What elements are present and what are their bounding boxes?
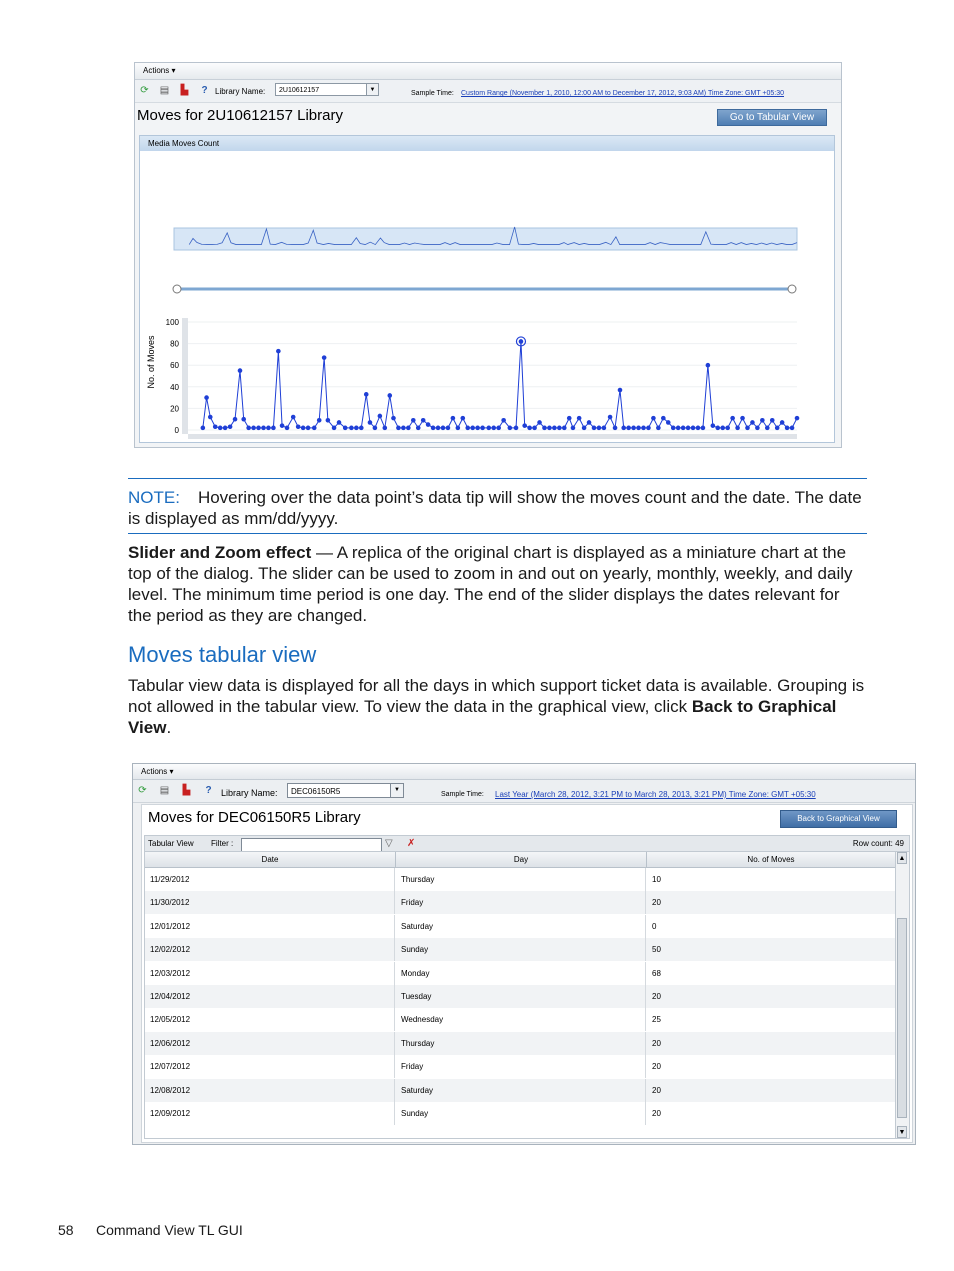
table-row[interactable] xyxy=(145,962,895,985)
cell-moves: 68 xyxy=(652,968,661,978)
cell-date: 11/30/2012 xyxy=(145,891,395,914)
data-point xyxy=(696,426,701,431)
data-point xyxy=(750,420,755,425)
tabular-view-bar xyxy=(144,835,910,852)
data-point xyxy=(602,426,607,431)
data-point xyxy=(322,355,327,360)
cell-date: 12/04/2012 xyxy=(145,985,395,1008)
cell-moves: 20 xyxy=(652,1085,661,1095)
cell-moves: 20 xyxy=(652,898,661,908)
table-header xyxy=(145,852,895,868)
library-name-label: Library Name: xyxy=(215,87,266,96)
data-point xyxy=(359,426,364,431)
data-point xyxy=(740,416,745,421)
cell-day: Tuesday xyxy=(396,985,646,1008)
data-point xyxy=(537,420,542,425)
tabular-view-screenshot xyxy=(132,763,916,1145)
data-point xyxy=(557,426,562,431)
data-point xyxy=(480,426,485,431)
data-point xyxy=(676,426,681,431)
data-point xyxy=(317,418,322,423)
data-point xyxy=(271,426,276,431)
data-point xyxy=(280,423,285,428)
cell-day: Thursday xyxy=(396,868,646,891)
panel-header xyxy=(140,136,834,151)
data-point xyxy=(213,424,218,429)
library-name-value: 2U10612157 xyxy=(279,87,320,94)
slider-term: Slider and Zoom effect xyxy=(128,543,312,562)
data-point xyxy=(656,426,661,431)
data-point xyxy=(246,426,251,431)
data-point xyxy=(522,423,527,428)
data-point xyxy=(532,426,537,431)
data-point xyxy=(587,420,592,425)
sample-time-label: Sample Time: xyxy=(411,90,454,97)
table-row[interactable] xyxy=(145,891,895,914)
data-point xyxy=(326,418,331,423)
table-row[interactable] xyxy=(145,915,895,938)
cell-day: Sunday xyxy=(396,1102,646,1125)
row-count: Row count: 49 xyxy=(852,839,904,848)
footer-title: Command View TL GUI xyxy=(96,1222,243,1238)
series-line xyxy=(203,341,797,427)
data-point xyxy=(261,426,266,431)
data-point xyxy=(475,426,480,431)
sample-time-link[interactable]: Custom Range (November 1, 2010, 12:00 AM to December 17, 2012, 9:03 AM) Time Zone: GMT +05:30 xyxy=(461,90,785,97)
data-point xyxy=(547,426,552,431)
cell-moves: 20 xyxy=(652,992,661,1001)
data-point xyxy=(608,415,613,420)
data-point xyxy=(671,426,676,431)
data-point xyxy=(251,426,256,431)
cell-moves: 10 xyxy=(652,875,661,884)
data-point xyxy=(349,426,354,431)
data-point xyxy=(291,415,296,420)
zoom-slider-left-handle xyxy=(173,285,181,293)
data-point xyxy=(204,395,209,400)
table-row[interactable] xyxy=(145,985,895,1008)
cell-day: Wednesday xyxy=(396,1008,646,1031)
data-point xyxy=(416,426,421,431)
section-heading: Moves tabular view xyxy=(128,642,317,667)
y-tick-label: 100 xyxy=(165,318,179,327)
help-icon[interactable]: ? xyxy=(205,785,212,796)
library-name-select[interactable] xyxy=(275,83,379,96)
data-point xyxy=(451,416,456,421)
column-header-date[interactable]: Date xyxy=(145,852,396,867)
data-point xyxy=(735,426,740,431)
library-name-label: Library Name: xyxy=(221,788,278,798)
data-point xyxy=(626,426,631,431)
table-row[interactable] xyxy=(145,938,895,961)
tabular-text: Tabular view data is displayed for all the days in which support ticket data is available. Grouping is not allowed in the tabular view. To view the data in the graphical view, click xyxy=(128,676,865,716)
data-point xyxy=(592,426,597,431)
note-bottom-rule xyxy=(128,533,867,534)
data-point xyxy=(552,426,557,431)
data-point xyxy=(296,424,301,429)
table-row[interactable] xyxy=(145,1008,895,1031)
cell-day: Friday xyxy=(396,891,646,914)
data-point xyxy=(301,426,306,431)
data-point xyxy=(501,418,506,423)
data-point xyxy=(621,426,626,431)
cell-day: Thursday xyxy=(396,1032,646,1055)
data-point xyxy=(765,426,770,431)
cell-date: 12/03/2012 xyxy=(145,962,395,985)
data-point xyxy=(373,426,378,431)
data-point xyxy=(519,339,524,344)
data-point xyxy=(201,426,206,431)
data-point xyxy=(613,426,618,431)
library-name-value: DEC06150R5 xyxy=(291,787,341,796)
cell-moves: 20 xyxy=(652,1109,661,1118)
table-row[interactable] xyxy=(145,868,895,891)
data-point xyxy=(641,426,646,431)
refresh-icon[interactable]: ⟳ xyxy=(140,85,149,96)
actions-menu[interactable]: Actions ▾ xyxy=(143,66,176,75)
cell-day: Sunday xyxy=(396,938,646,961)
data-point xyxy=(496,426,501,431)
cell-date: 12/05/2012 xyxy=(145,1008,395,1031)
cell-day: Friday xyxy=(396,1055,646,1078)
page-number: 58 xyxy=(58,1222,74,1238)
pdf-icon[interactable]: ▙ xyxy=(182,785,191,796)
cell-moves: 20 xyxy=(652,1062,661,1072)
y-tick-label: 80 xyxy=(170,339,179,349)
page-title: Moves for DEC06150R5 Library xyxy=(148,809,361,826)
table-row[interactable] xyxy=(145,1055,895,1078)
data-point xyxy=(785,426,790,431)
data-point xyxy=(636,426,641,431)
y-axis-band xyxy=(182,318,188,434)
data-point xyxy=(411,418,416,423)
data-point xyxy=(266,426,271,431)
library-name-select[interactable] xyxy=(287,783,404,798)
data-point xyxy=(306,426,311,431)
cell-date: 12/08/2012 xyxy=(145,1079,395,1102)
data-point xyxy=(567,416,572,421)
data-point xyxy=(343,426,348,431)
graphical-view-screenshot xyxy=(134,62,842,448)
data-point xyxy=(233,417,238,422)
refresh-icon[interactable]: ⟳ xyxy=(138,785,147,796)
slider-text: — A replica of the original chart is displayed as a miniature chart at the top of the dialog. The slider can be used to zoom in and out on yearly, monthly, weekly, and daily level. The minimum time period is one day. The end of the slider displays the dates relevant for the period as they are changed. xyxy=(128,543,853,625)
data-point xyxy=(562,426,567,431)
data-point xyxy=(597,426,602,431)
data-point xyxy=(686,426,691,431)
data-point xyxy=(337,420,342,425)
cell-date: 12/09/2012 xyxy=(145,1102,395,1125)
data-point xyxy=(795,416,800,421)
data-point xyxy=(577,416,582,421)
vertical-scrollbar[interactable] xyxy=(895,852,909,1138)
column-header-day[interactable]: Day xyxy=(396,852,647,867)
chevron-down-icon[interactable]: ▼ xyxy=(390,784,403,797)
cell-moves: 25 xyxy=(652,1015,661,1025)
table-row[interactable] xyxy=(145,1102,895,1125)
pdf-icon[interactable]: ▙ xyxy=(180,85,189,96)
clear-filter-icon[interactable]: ✗ xyxy=(407,838,416,849)
data-point xyxy=(276,349,281,354)
data-point xyxy=(725,426,730,431)
data-point xyxy=(790,426,795,431)
table-row[interactable] xyxy=(145,1079,895,1102)
chevron-down-icon[interactable]: ▼ xyxy=(366,84,378,95)
overview-chart-bg xyxy=(174,228,797,250)
cell-day: Saturday xyxy=(396,1079,646,1102)
data-point xyxy=(332,426,337,431)
data-point xyxy=(223,426,228,431)
data-point xyxy=(770,418,775,423)
data-point xyxy=(582,426,587,431)
data-point xyxy=(508,426,513,431)
tabular-panel xyxy=(141,804,913,1143)
data-point xyxy=(426,422,431,427)
data-point xyxy=(256,426,261,431)
data-point xyxy=(666,420,671,425)
x-axis-band xyxy=(188,434,797,439)
toolbar xyxy=(135,80,841,103)
tabular-end: . xyxy=(166,718,172,737)
tabular-view-label: Tabular View xyxy=(148,839,194,848)
data-point xyxy=(715,426,720,431)
toolbar xyxy=(133,780,915,803)
filter-icon[interactable]: ▽ xyxy=(385,838,393,849)
data-point xyxy=(701,426,706,431)
go-to-tabular-view-button[interactable]: Go to Tabular View xyxy=(717,109,827,126)
filter-label: Filter : xyxy=(211,839,234,848)
data-point xyxy=(368,420,373,425)
data-point xyxy=(391,416,396,421)
cell-moves: 50 xyxy=(652,945,661,955)
slider-paragraph xyxy=(128,542,867,626)
data-point xyxy=(691,426,696,431)
actions-menu-bar xyxy=(135,63,841,80)
help-icon[interactable]: ? xyxy=(201,85,208,96)
sample-time-link[interactable]: Last Year (March 28, 2012, 3:21 PM to March 28, 2013, 3:21 PM) Time Zone: GMT +05:30 xyxy=(495,790,816,799)
data-point xyxy=(780,420,785,425)
data-point xyxy=(465,426,470,431)
data-point xyxy=(431,426,436,431)
data-point xyxy=(456,426,461,431)
y-axis-label: No. of Moves xyxy=(146,335,156,389)
back-to-graphical-view-button[interactable]: Back to Graphical View xyxy=(780,810,897,828)
data-point xyxy=(618,388,623,393)
moves-table xyxy=(144,851,910,1139)
scroll-down-icon[interactable]: ▼ xyxy=(897,1126,907,1138)
data-point xyxy=(312,426,317,431)
cell-moves: 20 xyxy=(652,1038,661,1048)
data-point xyxy=(651,416,656,421)
drag-handle-icon[interactable] xyxy=(132,944,136,960)
data-point xyxy=(646,426,651,431)
y-tick-label: 40 xyxy=(170,382,179,392)
media-moves-panel xyxy=(139,135,835,443)
data-point xyxy=(364,392,369,397)
data-point xyxy=(681,426,686,431)
data-point xyxy=(514,426,519,431)
data-point xyxy=(460,416,465,421)
cell-date: 12/02/2012 xyxy=(145,938,395,961)
data-point xyxy=(706,363,711,368)
y-tick-label: 60 xyxy=(170,361,179,371)
tabular-bold: Back to Graphical View xyxy=(128,697,837,737)
data-point xyxy=(631,426,636,431)
data-point xyxy=(208,415,213,420)
cell-date: 12/07/2012 xyxy=(145,1055,395,1078)
tabular-paragraph xyxy=(128,675,867,738)
data-point xyxy=(218,426,223,431)
data-point xyxy=(491,426,496,431)
data-point xyxy=(755,426,760,431)
data-point xyxy=(387,393,392,398)
zoom-slider-right-handle xyxy=(788,285,796,293)
data-point xyxy=(527,426,532,431)
note-text: Hovering over the data point’s data tip will show the moves count and the date. The date is displayed as mm/dd/yyyy. xyxy=(128,488,862,528)
cell-day: Monday xyxy=(396,962,646,985)
note-label: NOTE: xyxy=(128,488,180,507)
print-icon[interactable]: ▤ xyxy=(159,785,170,796)
y-tick-label: 20 xyxy=(170,404,179,414)
cell-day: Saturday xyxy=(396,915,646,938)
data-point xyxy=(446,426,451,431)
data-point xyxy=(354,426,359,431)
cell-moves: 0 xyxy=(652,921,657,931)
y-tick-label: 0 xyxy=(174,426,179,435)
data-point xyxy=(730,416,735,421)
cell-date: 12/06/2012 xyxy=(145,1032,395,1055)
column-header-moves[interactable]: No. of Moves xyxy=(747,855,795,864)
data-point xyxy=(711,423,716,428)
note-paragraph xyxy=(128,487,867,529)
scrollbar-thumb[interactable] xyxy=(897,918,907,1118)
data-point xyxy=(378,414,383,419)
data-point xyxy=(436,426,441,431)
sample-time-label: Sample Time: xyxy=(441,791,484,798)
data-point xyxy=(775,426,780,431)
page-title: Moves for 2U10612157 Library xyxy=(137,107,343,124)
scroll-up-icon[interactable]: ▲ xyxy=(897,852,907,864)
print-icon[interactable]: ▤ xyxy=(159,85,170,96)
data-point xyxy=(661,416,666,421)
data-point xyxy=(760,418,765,423)
data-point xyxy=(396,426,401,431)
data-point xyxy=(441,426,446,431)
cell-date: 11/29/2012 xyxy=(145,868,395,891)
note-top-rule xyxy=(128,478,867,479)
data-point xyxy=(401,426,406,431)
data-point xyxy=(228,424,233,429)
data-point xyxy=(238,368,243,373)
moves-chart xyxy=(140,152,834,442)
data-point xyxy=(421,418,426,423)
data-point xyxy=(720,426,725,431)
data-point xyxy=(285,426,290,431)
cell-date: 12/01/2012 xyxy=(145,915,395,938)
data-point xyxy=(571,426,576,431)
actions-menu[interactable]: Actions ▾ xyxy=(141,767,174,776)
data-point xyxy=(542,426,547,431)
data-point xyxy=(406,426,411,431)
data-point xyxy=(383,426,388,431)
actions-menu-bar xyxy=(133,764,915,780)
data-point xyxy=(486,426,491,431)
panel-title: Media Moves Count xyxy=(148,139,220,148)
table-row[interactable] xyxy=(145,1032,895,1055)
data-point xyxy=(470,426,475,431)
data-point xyxy=(241,417,246,422)
data-point xyxy=(745,426,750,431)
